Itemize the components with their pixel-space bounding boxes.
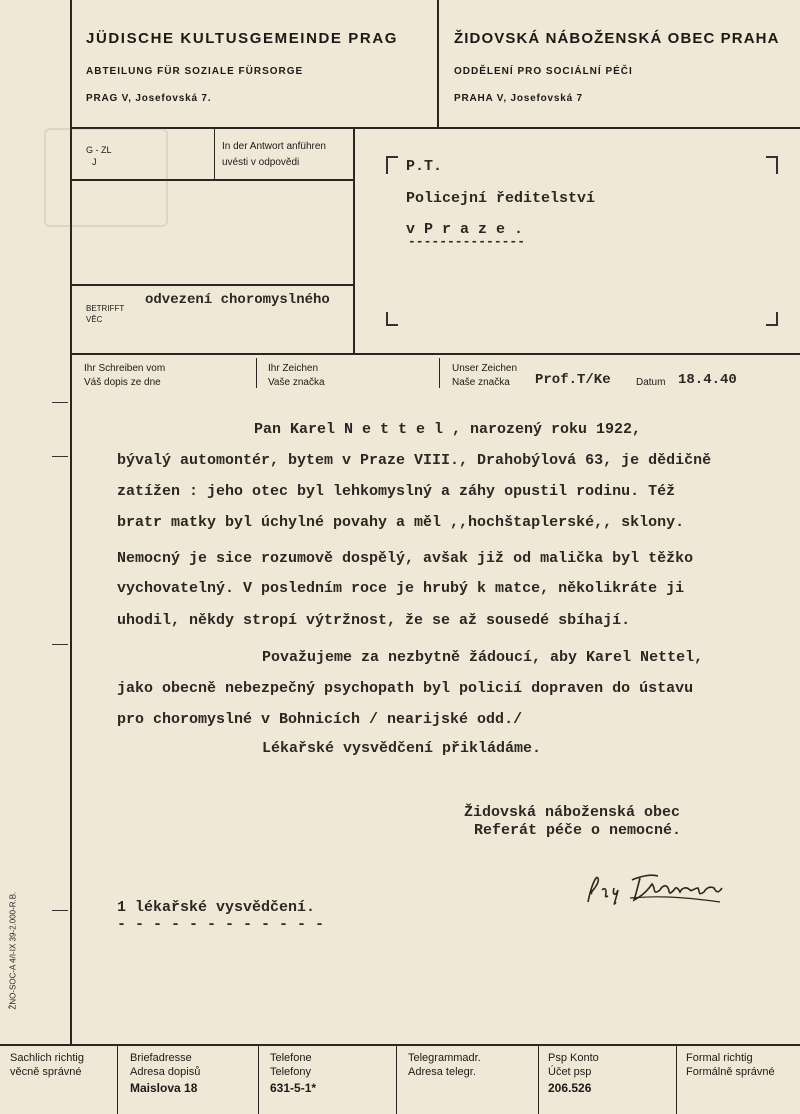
body-line: Nemocný je sice rozumově dospělý, avšak již od malička byl těžko: [117, 550, 694, 567]
closing-dept: Referát péče o nemocné.: [474, 822, 682, 839]
side-print-code: ŽNO-SOC-A 4/I-IX 39-2.000-R.B.: [8, 891, 18, 1010]
header-divider: [437, 0, 439, 128]
margin-tick: [52, 910, 68, 911]
footer-cell-value: 206.526: [548, 1081, 592, 1095]
footer-divider: [396, 1046, 397, 1114]
body-line: pro choromyslné v Bohnicích / nearijské odd./: [117, 711, 523, 728]
field-divider-1: [256, 358, 257, 388]
header-bottom-rule: [70, 127, 800, 129]
footer-cell-value: 631-5-1*: [270, 1081, 317, 1095]
body-line: Pan Karel N e t t e l , narozený roku 1922,: [254, 421, 642, 438]
subject-text: odvezení choromyslného: [145, 292, 330, 308]
faded-stamp: [44, 128, 168, 227]
margin-tick: [52, 644, 68, 645]
footer-cell-de: Telegrammadr.: [408, 1052, 481, 1064]
footer-cell-de: Briefadresse: [130, 1052, 192, 1064]
footer-cell-cz: Účet psp: [548, 1066, 592, 1078]
letterhead-cz-dept: ODDĚLENÍ PRO SOCIÁLNÍ PÉČI: [454, 66, 633, 77]
recipient-underline: ---------------: [408, 234, 526, 249]
footer-cell-cz: Telefony: [270, 1066, 311, 1078]
recipient-line1: P.T.: [406, 158, 443, 175]
date-value: 18.4.40: [678, 372, 737, 388]
footer-cell-de: Telefone: [270, 1052, 312, 1064]
our-ref-label-cz: Naše značka: [452, 377, 510, 388]
footer-cell-cz: Adresa telegr.: [408, 1066, 476, 1078]
footer-cell-cz: Adresa dopisů: [130, 1066, 201, 1078]
date-label: Datum: [636, 377, 666, 388]
footer-cell-cz: Formálně správné: [686, 1066, 775, 1078]
window-corner-bl: [386, 312, 398, 326]
window-corner-tl: [386, 156, 398, 174]
subject-label-de: BETRIFFT: [86, 304, 125, 313]
enclosure-text: 1 lékařské vysvědčení.: [117, 899, 316, 916]
your-ref-label-de: Ihr Zeichen: [268, 363, 319, 374]
footer-cell-de: Formal richtig: [686, 1052, 753, 1064]
margin-tick: [52, 402, 68, 403]
body-line: zatížen : jeho otec byl lehkomyslný a záhy opustil rodinu. Též: [117, 483, 676, 500]
margin-tick: [52, 456, 68, 457]
your-letter-label-de: Ihr Schreiben vom: [84, 363, 166, 374]
footer-divider: [117, 1046, 118, 1114]
ref-box-inner-rule: [214, 128, 215, 180]
body-line: Považujeme za nezbytně žádoucí, aby Karel Nettel,: [262, 649, 704, 666]
subject-top-rule: [72, 284, 354, 286]
body-line: uhodil, někdy stropí výtržnost, že se až sousedé sbíhají.: [117, 612, 631, 629]
closing-org: Židovská náboženská obec: [464, 804, 681, 821]
body-line: Lékařské vysvědčení přikládáme.: [262, 740, 542, 757]
footer-cell-cz: věcně správné: [10, 1066, 82, 1078]
body-line: vychovatelný. V posledním roce je hrubý k matce, několikráte ji: [117, 580, 685, 597]
subject-label-cz: VĚC: [86, 315, 103, 324]
footer-divider: [676, 1046, 677, 1114]
footer-cell-de: Sachlich richtig: [10, 1052, 84, 1064]
letterhead-de-org: JÜDISCHE KULTUSGEMEINDE PRAG: [86, 30, 399, 47]
ref-code-line2: J: [92, 157, 97, 167]
recipient-line2: Policejní ředitelství: [406, 190, 596, 207]
answer-label-de: In der Antwort anführen: [222, 141, 326, 152]
footer-cell-value: Maislova 18: [130, 1081, 198, 1095]
footer-divider: [538, 1046, 539, 1114]
enclosure-underline: - - - - - - - - - - - -: [117, 916, 325, 933]
window-corner-tr: [766, 156, 778, 174]
footer-cell-de: Psp Konto: [548, 1052, 599, 1064]
ref-box-right-rule: [353, 128, 355, 354]
recipient-line3: v P r a z e .: [406, 221, 524, 238]
our-ref-label-de: Unser Zeichen: [452, 363, 518, 374]
letterhead-de-address: PRAG V, Josefovská 7.: [86, 93, 212, 104]
body-line: bratr matky byl úchylné povahy a měl ,,hochštaplerské,, sklony.: [117, 514, 685, 531]
fields-top-rule: [70, 353, 800, 355]
answer-label-cz: uvésti v odpovědi: [222, 157, 300, 168]
body-line: jako obecně nebezpečný psychopath byl policií dopraven do ústavu: [117, 680, 694, 697]
handwritten-signature: [582, 866, 732, 912]
field-divider-2: [439, 358, 440, 388]
our-ref-value: Prof.T/Ke: [535, 372, 611, 388]
your-letter-label-cz: Váš dopis ze dne: [84, 377, 161, 388]
letterhead-cz-org: ŽIDOVSKÁ NÁBOŽENSKÁ OBEC PRAHA: [454, 30, 780, 47]
letterhead-de-dept: ABTEILUNG FÜR SOZIALE FÜRSORGE: [86, 66, 304, 77]
footer-top-rule: [0, 1044, 800, 1046]
ref-code-line1: G - ZL: [86, 145, 112, 155]
your-ref-label-cz: Vaše značka: [268, 377, 325, 388]
body-line: bývalý automontér, bytem v Praze VIII., Drahobýlová 63, je dědičně: [117, 452, 712, 469]
letterhead-cz-address: PRAHA V, Josefovská 7: [454, 93, 583, 104]
window-corner-br: [766, 312, 778, 326]
footer-divider: [258, 1046, 259, 1114]
